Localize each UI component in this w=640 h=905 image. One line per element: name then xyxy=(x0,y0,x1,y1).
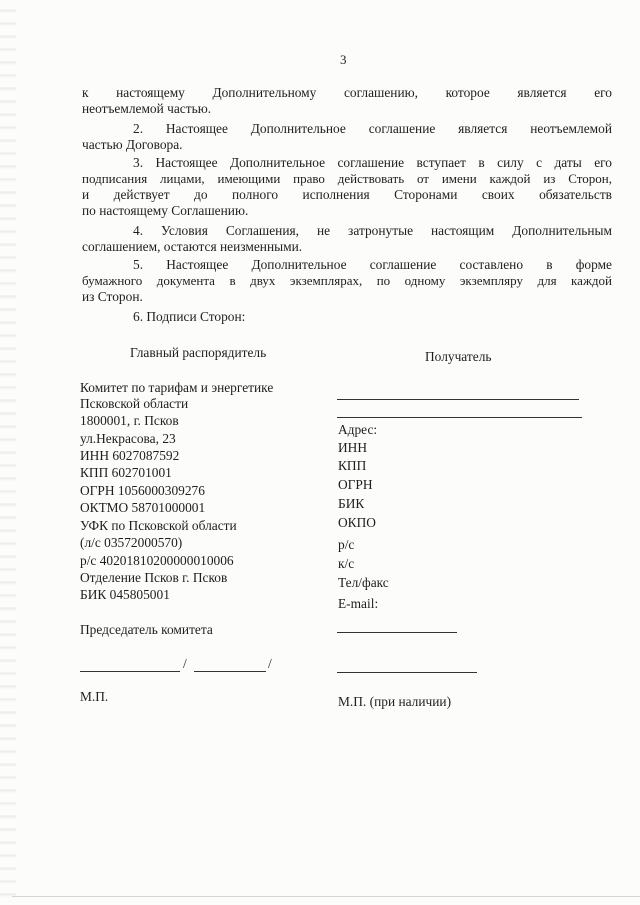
left-signature-line xyxy=(80,671,180,672)
left-line-2: 1800001, г. Псков xyxy=(80,413,179,428)
left-line-0: Комитет по тарифам и энергетике xyxy=(80,380,274,395)
left-line-10: р/с 40201810200000010006 xyxy=(80,553,234,568)
scan-edge-artifact xyxy=(0,0,16,905)
paragraph-3-line-2: подписания лицами, имеющими право действовать от имени каждой из Сторон, xyxy=(82,171,612,186)
paragraph-1-line-1: к настоящему Дополнительному соглашению, которое является его xyxy=(82,85,612,100)
left-party-heading: Главный распорядитель xyxy=(130,345,267,360)
left-line-8: УФК по Псковской области xyxy=(80,518,237,533)
left-line-1: Псковской области xyxy=(80,396,189,411)
right-signatory-line xyxy=(337,632,457,633)
left-seal-label: М.П. xyxy=(80,689,109,704)
left-line-9: (л/с 03572000570) xyxy=(80,535,183,550)
paragraph-2-line-1: 2. Настоящее Дополнительное соглашение является неотъемлемой xyxy=(133,121,612,136)
left-signatory-title: Председатель комитета xyxy=(80,622,213,637)
right-field-ogrn: ОГРН xyxy=(338,477,373,492)
left-line-3: ул.Некрасова, 23 xyxy=(80,431,176,446)
paragraph-1-line-2: неотъемлемой частью. xyxy=(82,101,212,116)
right-field-email: E-mail: xyxy=(338,596,379,611)
right-seal-label: М.П. (при наличии) xyxy=(338,694,452,709)
page-number: 3 xyxy=(340,52,347,67)
right-signature-line xyxy=(337,672,477,673)
left-line-6: ОГРН 1056000309276 xyxy=(80,483,205,498)
right-name-line-1 xyxy=(337,399,579,400)
paragraph-2-line-2: частью Договора. xyxy=(82,137,183,152)
right-field-inn: ИНН xyxy=(338,440,368,455)
right-field-kpp: КПП xyxy=(338,458,367,473)
left-line-11: Отделение Псков г. Псков xyxy=(80,570,228,585)
paragraph-4-line-1: 4. Условия Соглашения, не затронутые настоящим Дополнительным xyxy=(133,223,612,238)
paragraph-5-line-2: бумажного документа в двух экземплярах, по одному экземпляру для каждой xyxy=(82,273,612,288)
right-name-line-2 xyxy=(337,417,582,418)
paragraph-5-line-1: 5. Настоящее Дополнительное соглашение составлено в форме xyxy=(133,257,612,272)
right-field-bik: БИК xyxy=(338,496,365,511)
left-name-line xyxy=(194,671,266,672)
right-field-phone-fax: Тел/факс xyxy=(338,575,389,590)
right-party-heading: Получатель xyxy=(425,349,492,364)
left-line-5: КПП 602701001 xyxy=(80,465,172,480)
paragraph-6-line-1: 6. Подписи Сторон: xyxy=(133,309,246,324)
right-field-account: р/с xyxy=(338,537,355,552)
right-field-okpo: ОКПО xyxy=(338,515,376,530)
left-line-12: БИК 045805001 xyxy=(80,587,170,602)
paragraph-3-line-3: и действует до полного исполнения Сторонами своих обязательств xyxy=(82,187,612,202)
left-signature-slash-2: / xyxy=(268,656,272,671)
left-line-4: ИНН 6027087592 xyxy=(80,448,180,463)
left-line-7: ОКТМО 58701000001 xyxy=(80,500,206,515)
paragraph-3-line-4: по настоящему Соглашению. xyxy=(82,203,249,218)
left-signature-slash-1: / xyxy=(183,656,187,671)
paragraph-4-line-2: соглашением, остаются неизменными. xyxy=(82,239,303,254)
right-field-corr-account: к/с xyxy=(338,556,355,571)
right-field-address: Адрес: xyxy=(338,422,378,437)
scan-bottom-edge xyxy=(12,896,640,897)
paragraph-3-line-1: 3. Настоящее Дополнительное соглашение вступает в силу с даты его xyxy=(133,155,612,170)
paragraph-5-line-3: из Сторон. xyxy=(82,289,143,304)
